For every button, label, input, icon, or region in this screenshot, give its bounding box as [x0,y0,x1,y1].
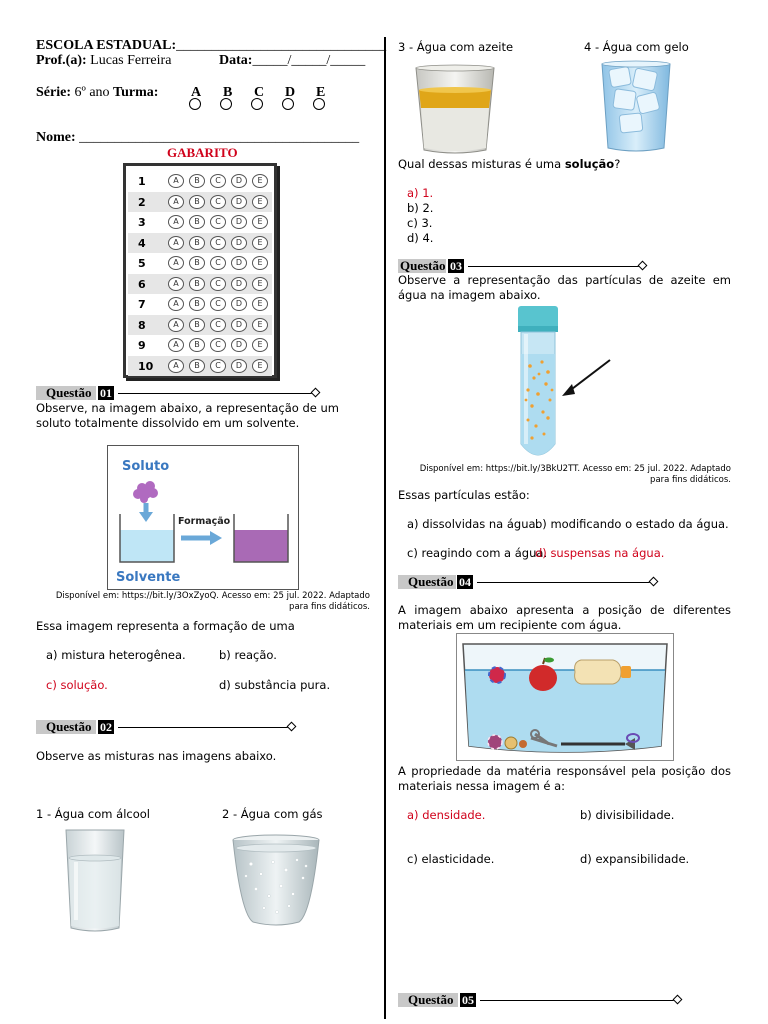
answer-key-row [128,171,272,191]
answer-key-row [128,274,272,294]
question-04-prompt: A propriedade da matéria responsável pela posição dos materiais nessa imagem é a: [398,764,731,793]
answer-key-bubble-c[interactable]: C [210,195,226,209]
aquarium-materials-image [456,633,674,761]
serie-value: 6º ano [74,85,110,100]
question-01-header [36,386,321,400]
answer-key-bubble-a[interactable]: A [168,359,184,373]
question-number: 01 [100,386,112,400]
question-03-text: Observe a representação das partículas de azeite em água na imagem abaixo. [398,273,731,302]
q2-option-c[interactable]: c) 3. [407,216,433,230]
answer-key-bubble-d[interactable]: D [231,359,247,373]
question-05-header [398,993,684,1007]
answer-key-bubble-c[interactable]: C [210,338,226,352]
turma-bubble-d[interactable] [282,98,294,110]
question-02-text: Observe as misturas nas imagens abaixo. [36,749,277,763]
diamond-icon [673,995,683,1005]
diamond-icon [287,722,297,732]
answer-key-row [128,212,272,232]
header-line [118,393,313,394]
q3-option-c[interactable]: c) reagindo com a água. [407,546,548,560]
turma-option-a: A [191,85,202,100]
solution-formation-image [107,445,299,590]
answer-key-bubble-e[interactable]: E [252,215,268,229]
answer-key-bubble-a[interactable]: A [168,256,184,270]
answer-key-bubble-c[interactable]: C [210,297,226,311]
answer-key-row-number: 5 [138,257,146,270]
nome-line: ________________________________________ [79,130,360,145]
school-header [36,38,386,54]
question-label: Questão [36,386,96,400]
prompt-post: ? [614,157,621,171]
diamond-icon [649,577,659,587]
q4-option-a-correct[interactable]: a) densidade. [407,808,486,822]
answer-key-bubble-d[interactable]: D [231,215,247,229]
q1-option-d[interactable]: d) substância pura. [219,678,331,692]
glass-water-alcohol-image [64,828,126,934]
answer-key-bubble-e[interactable]: E [252,174,268,188]
diamond-icon [638,261,648,271]
question-02-prompt [398,157,620,172]
answer-key-bubble-d[interactable]: D [231,174,247,188]
answer-key-bubble-a[interactable]: A [168,318,184,332]
q3-option-b[interactable]: b) modificando o estado da água. [535,517,729,531]
serie-row [36,85,158,101]
answer-key-bubble-e[interactable]: E [252,236,268,250]
date-label: Data: [219,53,253,68]
date-blank: _____/_____/_____ [252,53,366,68]
turma-bubble-c[interactable] [251,98,263,110]
answer-key-bubble-c[interactable]: C [210,359,226,373]
answer-key-bubble-e[interactable]: E [252,256,268,270]
question-number: 04 [459,575,471,589]
answer-key-bubble-a[interactable]: A [168,338,184,352]
turma-option-c: C [254,85,265,100]
answer-key-bubble-a[interactable]: A [168,297,184,311]
header-line [468,266,640,267]
q2-option-d[interactable]: d) 4. [407,231,434,245]
answer-key-row-number: 2 [138,195,146,209]
question-01-credit: Disponível em: https://bit.ly/3OxZyoQ. Acesso em: 25 jul. 2022. Adaptado para fins didáticos. [55,591,370,612]
answer-key-bubble-a[interactable]: A [168,195,184,209]
answer-key-bubble-a[interactable]: A [168,215,184,229]
nome-label: Nome: [36,130,76,145]
answer-key-bubble-d[interactable]: D [231,318,247,332]
answer-key-bubble-e[interactable]: E [252,318,268,332]
answer-key-bubble-d[interactable]: D [231,297,247,311]
answer-key-bubble-d[interactable]: D [231,236,247,250]
answer-key-row [128,315,272,335]
answer-key-bubble-d[interactable]: D [231,277,247,291]
q3-option-a[interactable]: a) dissolvidas na água. [407,517,540,531]
nome-row [36,130,359,146]
question-03-credit: Disponível em: https://bit.ly/3BkU2TT. Acesso em: 25 jul. 2022. Adaptado para fins didáticos. [419,464,731,485]
question-01-prompt: Essa imagem representa a formação de uma [36,619,295,633]
answer-key-bubble-c[interactable]: C [210,318,226,332]
glass-water-ice-image [600,60,672,155]
date-row [219,53,365,69]
answer-key-bubble-e[interactable]: E [252,195,268,209]
answer-key-bubble-c[interactable]: C [210,256,226,270]
school-label: ESCOLA ESTADUAL: [36,38,177,53]
mixture-1-caption: 1 - Água com álcool [36,807,150,821]
q1-option-c-correct[interactable]: c) solução. [46,678,108,692]
answer-key-row-number: 7 [138,298,146,311]
serie-label: Série: [36,85,71,100]
turma-bubble-e[interactable] [313,98,325,110]
answer-key-row [128,233,272,253]
turma-label: Turma: [113,85,159,100]
answer-key-row [128,294,272,314]
answer-key-bubble-d[interactable]: D [231,338,247,352]
q4-option-c[interactable]: c) elasticidade. [407,852,495,866]
answer-key-bubble-b[interactable]: B [189,277,205,291]
answer-key-bubble-b[interactable]: B [189,297,205,311]
answer-key-row [128,192,272,212]
answer-key-bubble-e[interactable]: E [252,359,268,373]
prompt-bold: solução [564,157,615,171]
answer-key-bubble-c[interactable]: C [210,215,226,229]
mixture-4-caption: 4 - Água com gelo [584,40,689,54]
diamond-icon [311,388,321,398]
question-label: Questão [36,720,96,734]
answer-key-row-number: 8 [138,318,146,332]
mixture-2-caption: 2 - Água com gás [222,807,323,821]
answer-key-bubble-d[interactable]: D [231,256,247,270]
prof-label: Prof.(a): [36,53,87,68]
test-tube-oil-image [508,304,618,464]
mixture-3-caption: 3 - Água com azeite [398,40,514,54]
glass-sparkling-water-image [231,834,321,926]
answer-key-grid [123,163,277,378]
q2-option-a-correct[interactable]: a) 1. [407,186,434,200]
answer-key-bubble-a[interactable]: A [168,174,184,188]
answer-key-bubble-e[interactable]: E [252,297,268,311]
question-01-text: Observe, na imagem abaixo, a representação de um soluto totalmente dissolvido em um solvente. [36,401,339,430]
question-number: 05 [462,993,474,1007]
school-line: ______________________________ [176,38,387,53]
header-line [480,1000,674,1001]
turma-bubble-a[interactable] [189,98,201,110]
q1-option-b[interactable]: b) reação. [219,648,277,662]
answer-key-bubble-b[interactable]: B [189,195,205,209]
gabarito-title: GABARITO [167,145,238,160]
answer-key-bubble-d[interactable]: D [231,195,247,209]
question-label: Questão [398,993,458,1007]
q1-option-a[interactable]: a) mistura heterogênea. [46,648,186,662]
answer-key-row-number: 4 [138,236,146,250]
q3-option-d-correct[interactable]: d) suspensas na água. [535,546,665,560]
question-label: Questão [398,575,456,589]
answer-key-row [128,253,272,273]
answer-key-bubble-a[interactable]: A [168,277,184,291]
formacao-label: Formação [178,516,231,527]
turma-bubble-b[interactable] [220,98,232,110]
header-line [118,727,288,728]
answer-key-bubble-b[interactable]: B [189,359,205,373]
q2-option-b[interactable]: b) 2. [407,201,434,215]
question-02-header [36,720,296,734]
answer-key-bubble-b[interactable]: B [189,256,205,270]
answer-key-row [128,335,272,355]
answer-key-bubble-a[interactable]: A [168,236,184,250]
answer-key-bubble-e[interactable]: E [252,338,268,352]
answer-key-bubble-b[interactable]: B [189,338,205,352]
answer-key-bubble-b[interactable]: B [189,318,205,332]
answer-key-bubble-b[interactable]: B [189,236,205,250]
answer-key-bubble-c[interactable]: C [210,236,226,250]
q4-option-b[interactable]: b) divisibilidade. [580,808,675,822]
answer-key-row-number: 9 [138,339,146,352]
answer-key-row-number: 1 [138,175,146,188]
answer-key-bubble-e[interactable]: E [252,277,268,291]
column-divider [384,37,386,1019]
question-03-header [398,259,648,273]
answer-key-row-number: 6 [138,277,146,291]
soluto-label: Soluto [122,459,170,474]
answer-key-bubble-b[interactable]: B [189,174,205,188]
question-number: 03 [450,259,462,273]
prof-name: Lucas Ferreira [90,53,172,68]
question-04-text: A imagem abaixo apresenta a posição de diferentes materiais em um recipiente com água. [398,603,731,632]
answer-key-bubble-c[interactable]: C [210,277,226,291]
question-03-prompt: Essas partículas estão: [398,488,530,502]
answer-key-row-number: 10 [138,359,154,373]
answer-key-bubble-b[interactable]: B [189,215,205,229]
turma-option-b: B [223,85,233,100]
solvente-label: Solvente [116,570,181,585]
glass-water-oil-image [414,64,496,156]
header-line [477,582,651,583]
prompt-pre: Qual dessas misturas é uma [398,157,565,171]
answer-key-row-number: 3 [138,216,146,229]
question-number: 02 [100,720,112,734]
prof-row [36,53,171,69]
turma-option-d: D [285,85,296,100]
answer-key-bubble-c[interactable]: C [210,174,226,188]
q4-option-d[interactable]: d) expansibilidade. [580,852,690,866]
question-04-header [398,575,660,589]
question-label: Questão [400,258,446,273]
turma-option-e: E [316,85,326,100]
answer-key-row [128,356,272,376]
